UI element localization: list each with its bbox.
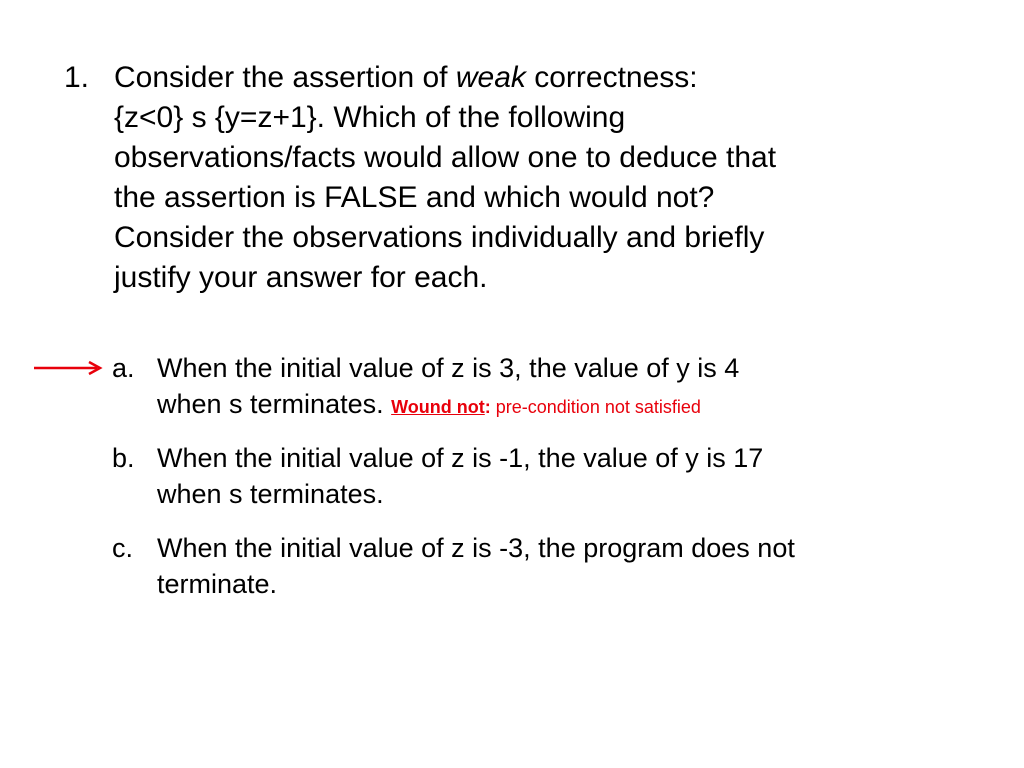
item-line-1: When the initial value of z is -3, the program does not: [157, 533, 795, 563]
question-line-5: Consider the observations individually and briefly: [114, 221, 765, 254]
question-number: 1.: [64, 61, 90, 94]
question-line-1: [114, 58, 994, 98]
item-line-2-text: when s terminates.: [157, 389, 384, 419]
item-line-2: when s terminates.: [157, 479, 384, 509]
question-line-1-after: correctness:: [525, 61, 698, 94]
item-line-2: [157, 386, 997, 425]
item-text: [157, 440, 997, 512]
question-line-6: justify your answer for each.: [114, 261, 488, 294]
item-text: [157, 530, 997, 602]
item-line-2: terminate.: [157, 569, 278, 599]
item-label: b.: [112, 443, 135, 473]
question-emphasis: weak: [455, 61, 526, 94]
item-label: c.: [112, 533, 134, 563]
item-line-1: When the initial value of z is 3, the value of y is 4: [157, 353, 740, 383]
question-line-4: the assertion is FALSE and which would not?: [114, 181, 715, 214]
right-arrow-icon: [33, 358, 105, 378]
answer-reason: pre-condition not satisfied: [490, 397, 701, 417]
question-text: [114, 58, 994, 298]
question-line-1-before: Consider the assertion of: [114, 61, 456, 94]
item-text: [157, 350, 997, 425]
question-line-3: observations/facts would allow one to deduce that: [114, 141, 777, 174]
answer-colon: :: [484, 397, 491, 417]
item-line-1: When the initial value of z is -1, the value of y is 17: [157, 443, 764, 473]
question-line-2: {z<0} s {y=z+1}. Which of the following: [114, 101, 626, 134]
item-label: a.: [112, 353, 135, 383]
answer-annotation: [391, 397, 701, 417]
answer-key: Wound not: [391, 397, 485, 417]
